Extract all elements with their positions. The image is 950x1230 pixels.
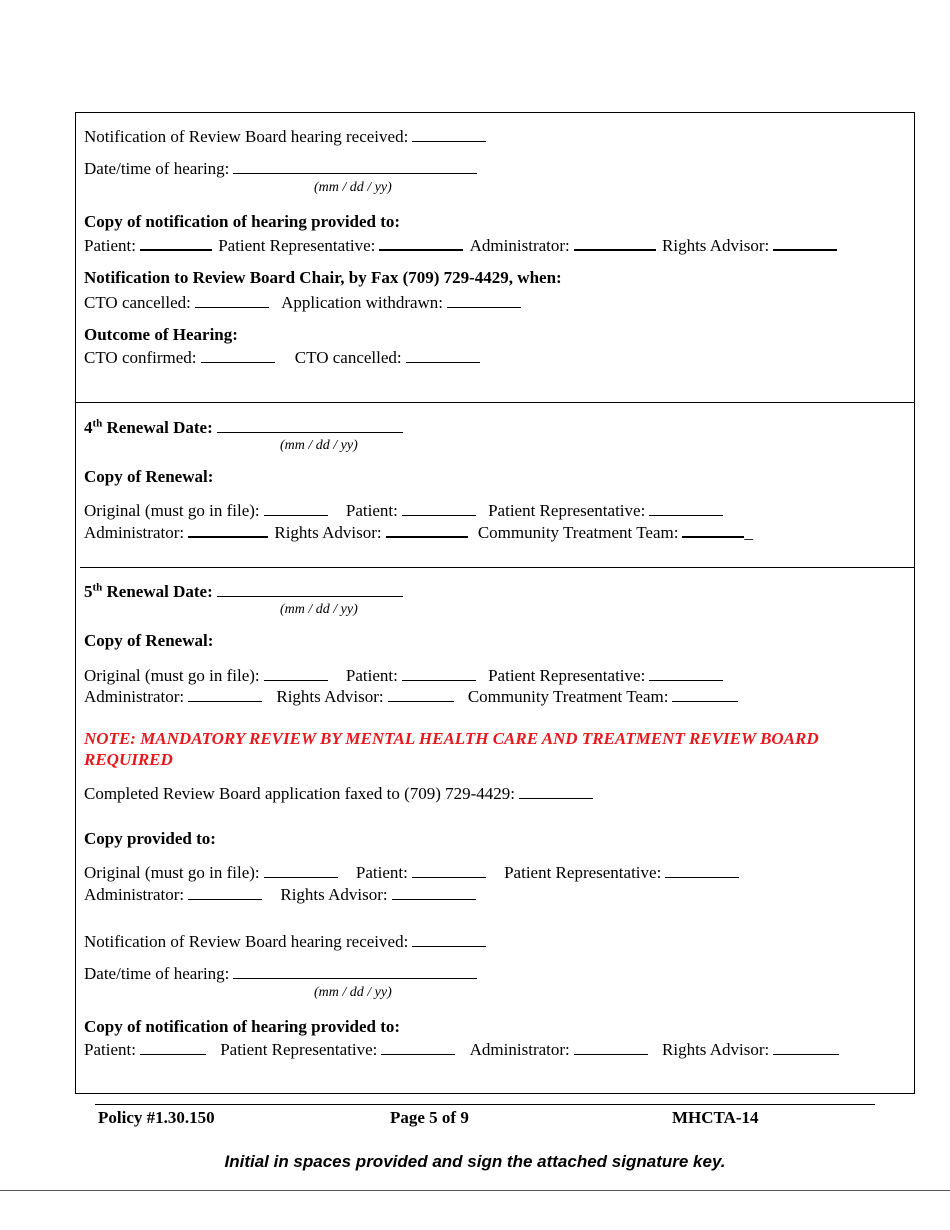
copy-notification-heading: Copy of notification of hearing provided to: — [84, 212, 401, 231]
date-format-hint: (mm / dd / yy) — [314, 180, 392, 195]
patient-rep-field[interactable] — [381, 1038, 455, 1055]
copy-renewal-heading: Copy of Renewal: — [84, 631, 214, 650]
copy-provided-row2: Administrator: Rights Advisor: — [84, 883, 476, 905]
copy-notification-row: Patient: Patient Representative: Administrator: Rights Advisor: — [84, 1038, 839, 1060]
patient-rep-field[interactable] — [649, 499, 723, 516]
rights-advisor-field[interactable] — [773, 1038, 839, 1055]
patient-field[interactable] — [140, 1038, 206, 1055]
section-divider — [80, 567, 915, 568]
notif-received-field[interactable] — [412, 125, 486, 142]
outcome-row: CTO confirmed: CTO cancelled: — [84, 346, 480, 368]
administrator-field[interactable] — [574, 1038, 648, 1055]
copy-notification-heading: Copy of notification of hearing provided to: — [84, 1017, 401, 1036]
original-field[interactable] — [264, 499, 328, 516]
renewal-4-row: 4th Renewal Date: — [84, 416, 403, 438]
datetime-field[interactable] — [233, 962, 477, 979]
cto-cancelled-field[interactable] — [195, 291, 269, 308]
ctt-field[interactable] — [682, 520, 744, 538]
patient-field[interactable] — [402, 664, 476, 681]
section-divider — [75, 402, 915, 403]
date-format-hint: (mm / dd / yy) — [280, 602, 358, 617]
rights-advisor-field[interactable] — [388, 685, 454, 702]
original-field[interactable] — [264, 664, 328, 681]
rights-advisor-field[interactable] — [773, 233, 837, 251]
renewal-4-copy-row1: Original (must go in file): Patient: Patient Representative: — [84, 499, 723, 521]
app-withdrawn-field[interactable] — [447, 291, 521, 308]
chair-row: CTO cancelled: Application withdrawn: — [84, 291, 521, 313]
faxed-field[interactable] — [519, 782, 593, 799]
mandatory-review-note: NOTE: MANDATORY REVIEW BY MENTAL HEALTH CARE AND TREATMENT REVIEW BOARD REQUIRED — [84, 729, 819, 769]
cto-confirmed-field[interactable] — [201, 346, 275, 363]
patient-field[interactable] — [140, 233, 212, 251]
cto-cancelled-outcome-field[interactable] — [406, 346, 480, 363]
notif-received-row: Notification of Review Board hearing received: — [84, 930, 486, 952]
copy-renewal-heading: Copy of Renewal: — [84, 467, 214, 486]
renewal-4-date-field[interactable] — [217, 416, 403, 433]
renewal-4-copy-row2: Administrator: Rights Advisor: Community Treatment Team: _ — [84, 520, 753, 543]
original-field[interactable] — [264, 861, 338, 878]
page-bottom-rule — [0, 1190, 950, 1191]
footer-rule — [95, 1104, 875, 1105]
patient-field[interactable] — [402, 499, 476, 516]
chair-heading: Notification to Review Board Chair, by Fax (709) 729-4429, when: — [84, 268, 562, 287]
policy-number: Policy #1.30.150 — [98, 1108, 215, 1127]
renewal-5-copy-row2: Administrator: Rights Advisor: Community Treatment Team: — [84, 685, 738, 707]
renewal-5-row: 5th Renewal Date: — [84, 580, 403, 602]
patient-rep-field[interactable] — [665, 861, 739, 878]
notif-received-field[interactable] — [412, 930, 486, 947]
renewal-5-copy-row1: Original (must go in file): Patient: Patient Representative: — [84, 664, 723, 686]
administrator-field[interactable] — [188, 685, 262, 702]
administrator-field[interactable] — [188, 883, 262, 900]
form-code: MHCTA-14 — [672, 1108, 759, 1127]
copy-provided-heading: Copy provided to: — [84, 829, 216, 848]
date-format-hint: (mm / dd / yy) — [280, 438, 358, 453]
faxed-row: Completed Review Board application faxed to (709) 729-4429: — [84, 782, 593, 804]
copy-notification-row: Patient: Patient Representative: Administrator: Rights Advisor: — [84, 233, 837, 256]
signature-instruction: Initial in spaces provided and sign the attached signature key. — [224, 1152, 726, 1171]
patient-field[interactable] — [412, 861, 486, 878]
datetime-row: Date/time of hearing: — [84, 962, 477, 984]
copy-provided-row1: Original (must go in file): Patient: Patient Representative: — [84, 861, 739, 883]
rights-advisor-field[interactable] — [386, 520, 468, 538]
outcome-heading: Outcome of Hearing: — [84, 325, 238, 344]
notif-received-row: Notification of Review Board hearing received: — [84, 125, 486, 147]
datetime-row: Date/time of hearing: — [84, 157, 477, 179]
patient-rep-field[interactable] — [649, 664, 723, 681]
renewal-5-date-field[interactable] — [217, 580, 403, 597]
ctt-field[interactable] — [672, 685, 738, 702]
page-number: Page 5 of 9 — [390, 1108, 469, 1127]
administrator-field[interactable] — [188, 520, 268, 538]
datetime-field[interactable] — [233, 157, 477, 174]
rights-advisor-field[interactable] — [392, 883, 476, 900]
patient-rep-field[interactable] — [379, 233, 463, 251]
administrator-field[interactable] — [574, 233, 656, 251]
date-format-hint: (mm / dd / yy) — [314, 985, 392, 1000]
